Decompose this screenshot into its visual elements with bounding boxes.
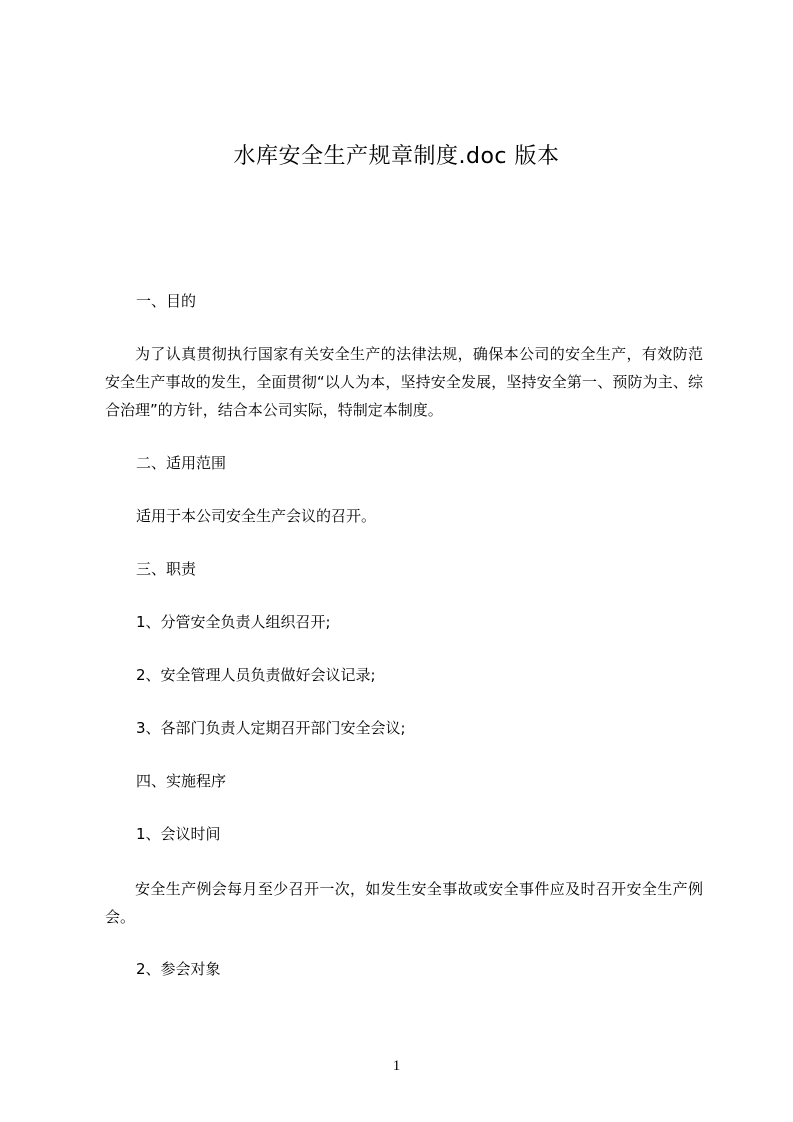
- section-heading-duties: 三、职责: [136, 560, 197, 578]
- document-title: 水库安全生产规章制度.doc 版本: [233, 144, 560, 169]
- subheading-meeting-time: 1、会议时间: [136, 825, 221, 843]
- duty-item-1: 1、分管安全负责人组织召开;: [136, 613, 331, 631]
- page-number: 1: [392, 1058, 401, 1074]
- section-heading-purpose: 一、目的: [136, 292, 197, 310]
- section-heading-procedure: 四、实施程序: [136, 772, 227, 790]
- duty-item-2: 2、安全管理人员负责做好会议记录;: [136, 666, 376, 684]
- section-heading-scope: 二、适用范围: [136, 454, 227, 472]
- scope-paragraph: 适用于本公司安全生产会议的召开。: [136, 507, 377, 525]
- subheading-participants: 2、参会对象: [136, 960, 221, 978]
- meeting-time-paragraph: 安全生产例会每月至少召开一次，如发生安全事故或安全事件应及时召开安全生产例会。: [105, 880, 703, 926]
- purpose-paragraph: 为了认真贯彻执行国家有关安全生产的法律法规，确保本公司的安全生产，有效防范安全生产事故的发生，全面贯彻“以人为本，坚持安全发展，坚持安全第一、预防为主、综合治理”的方针，结合本公司实际，特制定本制度。: [105, 345, 703, 419]
- duty-item-3: 3、各部门负责人定期召开部门安全会议;: [136, 719, 406, 737]
